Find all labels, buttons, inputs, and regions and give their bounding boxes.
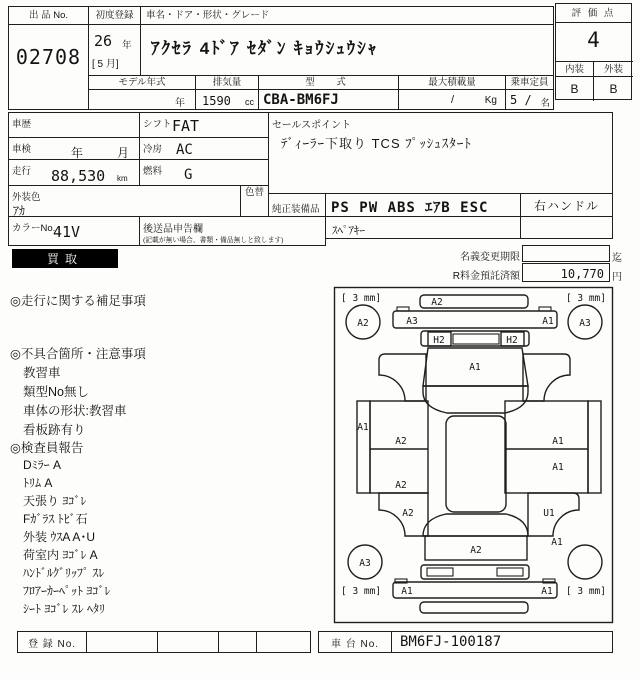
front-panel-right-label: A1 (542, 316, 554, 327)
max-load-label: 最大積載量 (399, 76, 505, 90)
chassis-no-value: BM6FJ-100187 (400, 634, 502, 650)
defect-item: 看板跡有り (23, 423, 86, 437)
rear-window (423, 514, 528, 536)
shift-value: FAT (172, 117, 200, 135)
first-registration-year: 26 (94, 32, 113, 50)
mileage-cell (8, 159, 140, 186)
doors-right (505, 401, 588, 493)
exterior-color-cell (8, 185, 241, 217)
inspector-item: 荷室内 ﾖｺﾞﾚ A (23, 548, 98, 562)
fender-front-left (379, 354, 426, 401)
shift-cell (139, 112, 269, 138)
taillight-left (427, 568, 453, 576)
model-year-value: 年 (175, 98, 185, 109)
history-cell (8, 112, 140, 138)
equipment-label: 純正装備品 (272, 204, 320, 215)
mileage-unit: km (117, 174, 128, 183)
rocker-left-label: A1 (357, 422, 369, 433)
history-label: 車歴 (12, 119, 32, 130)
taillight-right (497, 568, 523, 576)
recycle-fee-value: 10,770 (560, 267, 604, 281)
max-load-cell (398, 75, 506, 110)
grille (453, 334, 499, 344)
rear-trim (420, 602, 528, 613)
handle-cell (520, 193, 613, 217)
quarter-right-lower-label: A1 (551, 537, 563, 548)
name-change-label: 名義変更期限 (460, 252, 520, 263)
inspector-item: 天張り ﾖｺﾞﾚ (23, 494, 87, 508)
inspection-month: 月 (117, 146, 130, 160)
name-change-box (522, 245, 610, 262)
sales-point-label: セールスポイント (272, 120, 352, 131)
defect-item: 教習車 (23, 366, 61, 380)
equipment-value: PS PW ABS ｴｱB ESC (331, 200, 489, 216)
registration-no-box (17, 631, 311, 653)
grade-value: 4 (587, 28, 600, 52)
defect-item: 車体の形状:教習車 (23, 404, 127, 418)
auction-no-box (8, 6, 89, 110)
model-year-cell (88, 75, 196, 110)
grade-interior-value: B (556, 76, 594, 101)
color-change-label: 色替 (244, 187, 264, 198)
tread-depth-front-left: [ 3 mm] (341, 293, 382, 304)
inspector-item: ﾄﾘﾑ A (23, 476, 53, 490)
defect-item: 類型No無し (23, 385, 89, 399)
rear-bumper (393, 582, 557, 598)
inspector-item: Dﾐﾗｰ A (23, 458, 62, 472)
recycle-fee-box (522, 263, 610, 282)
displacement-label: 排気量 (196, 76, 258, 90)
chassis-no-label: 車 台 No. (319, 632, 392, 652)
spare-key-cell (325, 216, 521, 239)
tire-rear-right (568, 545, 602, 579)
rear-bumper-right-label: A1 (541, 586, 553, 597)
auction-no-value: 02708 (15, 45, 82, 69)
recycle-fee-suffix: 円 (612, 272, 622, 283)
vehicle-damage-diagram (333, 286, 614, 624)
ac-label: 冷房 (143, 144, 163, 155)
sales-point-value: ﾃﾞｨｰﾗｰ下取り TCS ﾌﾟｯｼｭｽﾀｰﾄ (281, 136, 472, 151)
handle-value: 右ハンドル (533, 198, 599, 213)
roof (446, 416, 506, 512)
later-items-label: 後送品申告欄 (143, 224, 203, 235)
exterior-color-label: 外装色 (12, 192, 41, 203)
defects-title: ◎不具合箇所・注意事項 (10, 347, 146, 361)
sales-point-box (268, 112, 613, 194)
registration-no-label: 登 録 No. (27, 638, 77, 650)
color-no-value: 41V (53, 223, 81, 241)
displacement-cell (195, 75, 259, 110)
inspector-item: ﾊﾝﾄﾞﾙｸﾞﾘｯﾌﾟ ｽﾚ (23, 566, 105, 580)
headlight-left-label: H2 (433, 335, 445, 346)
exterior-color-value: ｱｶ (13, 204, 26, 218)
purchase-stamp-label: 買取 (46, 252, 83, 266)
first-registration-box (88, 6, 141, 76)
front-bumper-label: A2 (431, 297, 443, 308)
model-code-value: CBA-BM6FJ (263, 92, 339, 108)
front-panel-left-label: A3 (406, 316, 418, 327)
grade-box (555, 3, 632, 100)
registration-no-cell (86, 632, 157, 652)
first-registration-label: 初度登録 (89, 7, 140, 25)
tread-depth-rear-right: [ 3 mm] (565, 586, 606, 597)
tire-front-left-label: A2 (357, 318, 369, 329)
capacity-cell (505, 75, 554, 110)
handle-empty-cell (520, 216, 613, 239)
model-year-label: モデル年式 (89, 76, 195, 90)
ac-cell (139, 137, 269, 160)
rear-bumper-left-label: A1 (401, 586, 413, 597)
inspector-item: ﾌﾛｱｰｶｰﾍﾟｯﾄ ﾖｺﾞﾚ (23, 584, 111, 598)
door-front-right-label: A1 (552, 436, 564, 447)
shift-label: シフト (143, 119, 172, 130)
rocker-right (588, 401, 601, 493)
fuel-cell (139, 159, 269, 186)
chassis-no-box (318, 631, 613, 653)
later-items-note: (記載が無い場合、書類・備品無しと致します) (143, 237, 284, 244)
mileage-note-title: ◎走行に関する補足事項 (10, 294, 146, 308)
inspection-cell (8, 137, 140, 160)
equipment-label-cell (268, 193, 326, 217)
inspector-item: Fｶﾞﾗｽ ﾄﾋﾞ石 (23, 512, 88, 526)
tire-front-right-label: A3 (579, 318, 591, 329)
name-change-suffix: 迄 (612, 253, 622, 264)
windshield (423, 386, 528, 413)
vehicle-name-value: ｱｸｾﾗ 4ﾄﾞｱ ｾﾀﾞﾝ ｷｮｳｼｭｳｼｬ (151, 39, 379, 58)
headlight-right-label: H2 (506, 335, 518, 346)
capacity-label: 乗車定員 (506, 76, 553, 90)
later-items-cell (139, 216, 326, 246)
purchase-stamp (12, 249, 118, 268)
door-rear-left-label: A2 (395, 480, 407, 491)
mileage-value: 88,530 (51, 167, 106, 185)
registration-no-cell (157, 632, 218, 652)
grade-interior-label: 内装 (556, 61, 594, 76)
inspector-title: ◎検査員報告 (10, 441, 84, 455)
hood-label: A1 (469, 362, 481, 373)
fender-front-right (523, 354, 570, 401)
vehicle-name-box (140, 6, 554, 76)
color-no-label: カラーNo. (12, 223, 56, 234)
first-registration-year-suffix: 年 (122, 40, 132, 51)
inspector-item: 外装 ｳｽA A･U (23, 530, 96, 544)
color-change-cell (240, 185, 269, 217)
registration-no-cell (256, 632, 310, 652)
capacity-value: 5 / (510, 93, 532, 107)
door-front-left-label: A2 (395, 436, 407, 447)
model-code-label: 型 式 (259, 76, 398, 90)
inspection-label: 車検 (12, 144, 32, 155)
displacement-unit: cc (245, 97, 254, 107)
door-rear-right-label: A1 (552, 462, 564, 473)
max-load-unit: Kg (484, 95, 497, 106)
max-load-value: / (451, 94, 455, 106)
quarter-left-label: A2 (402, 508, 414, 519)
grade-exterior-value: B (594, 76, 633, 101)
ac-value: AC (176, 142, 193, 158)
vehicle-name-label: 車名・ドア・形状・グレード (141, 7, 553, 25)
recycle-fee-label: R料金預託済額 (452, 271, 520, 282)
color-no-cell (8, 216, 140, 246)
spare-key-value: ｽﾍﾟｱｷｰ (332, 225, 365, 237)
tire-rear-left-label: A3 (359, 558, 371, 569)
inspection-year: 年 (71, 146, 84, 160)
mileage-label: 走行 (12, 166, 32, 177)
rocker-left (357, 401, 370, 493)
registration-no-cell (218, 632, 256, 652)
fuel-value: G (184, 167, 193, 183)
auction-no-label: 出 品 No. (9, 7, 88, 25)
taillight-bar (421, 565, 529, 579)
first-registration-month: [ 5 月] (92, 59, 119, 70)
rear-panel-label: A2 (470, 545, 482, 556)
tread-depth-front-right: [ 3 mm] (565, 293, 606, 304)
grade-exterior-label: 外装 (594, 61, 633, 76)
fuel-label: 燃料 (143, 166, 163, 177)
grade-label: 評 価 点 (556, 4, 631, 23)
quarter-right-label: U1 (543, 508, 555, 519)
tread-depth-rear-left: [ 3 mm] (341, 586, 382, 597)
inspector-item: ｼｰﾄ ﾖｺﾞﾚ ｽﾚ ﾍﾀﾘ (23, 602, 106, 616)
model-code-cell (258, 75, 399, 110)
displacement-value: 1590 (202, 94, 231, 108)
capacity-unit: 名 (540, 98, 550, 109)
equipment-value-cell (325, 193, 521, 217)
